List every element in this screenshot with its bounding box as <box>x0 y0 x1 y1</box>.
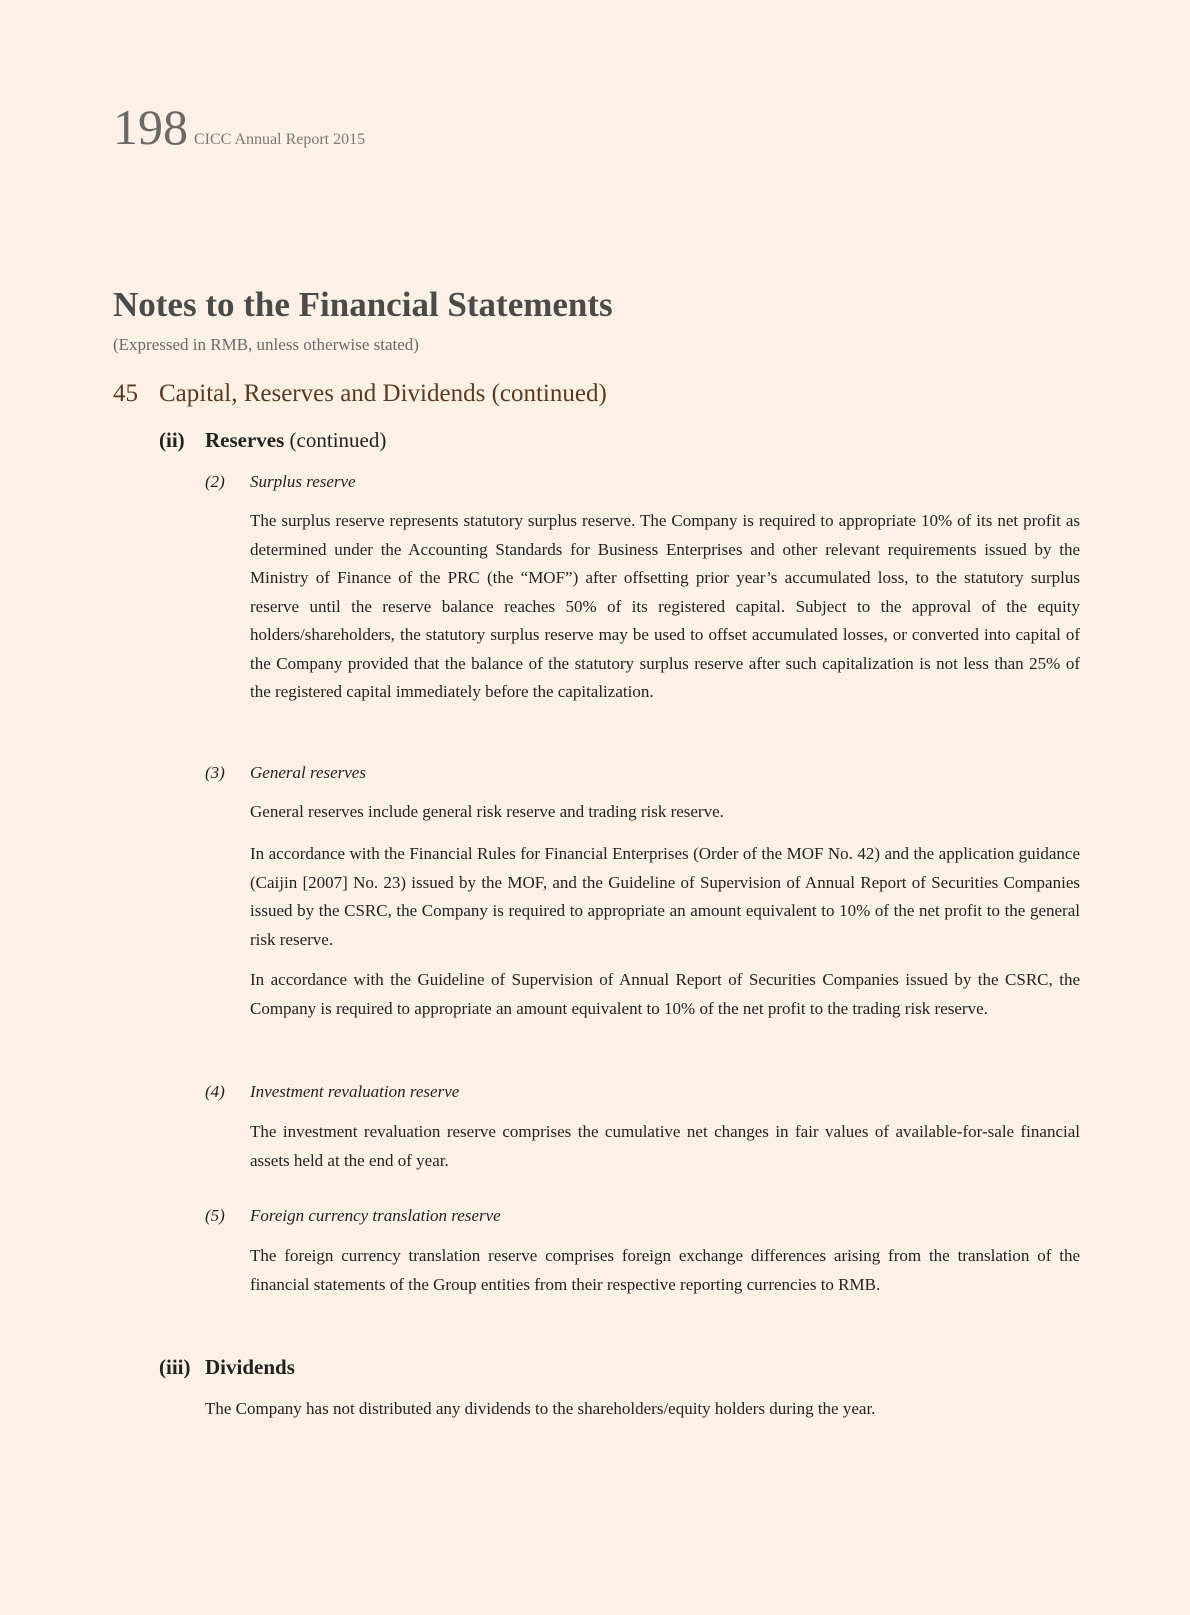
item-index: (3) <box>205 763 225 782</box>
item-heading-foreign-currency-translation-reserve <box>205 1206 501 1226</box>
item-heading-investment-revaluation-reserve <box>205 1082 459 1102</box>
note-title: Capital, Reserves and Dividends (continued) <box>159 380 607 407</box>
section-title: Reserves <box>205 428 285 452</box>
item-index: (5) <box>205 1206 225 1225</box>
paragraph-foreign-currency-translation-reserve: The foreign currency translation reserve comprises foreign exchange differences arising from the translation of the financial statements of the Group entities from their respective reporting currencies to RMB. <box>250 1246 1080 1294</box>
section-number: (ii) <box>159 428 185 452</box>
item-heading-general-reserves <box>205 763 366 783</box>
section-number: (iii) <box>159 1355 191 1379</box>
item-index: (2) <box>205 472 225 491</box>
item-heading-surplus-reserve <box>205 472 356 492</box>
page-number: 198 <box>113 99 188 155</box>
page-header <box>113 98 365 156</box>
item-title: Surplus reserve <box>250 472 356 491</box>
page-subtitle: (Expressed in RMB, unless otherwise stated) <box>113 335 419 354</box>
paragraph-general-reserves-3: In accordance with the Guideline of Supervision of Annual Report of Securities Companies issued by the CSRC, the Company is required to appropriate an amount equivalent to 10% of the net profit to the trading risk reserve. <box>250 970 1080 1018</box>
note-heading <box>113 380 607 408</box>
section-title-suffix: (continued) <box>284 428 387 452</box>
paragraph-investment-revaluation-reserve: The investment revaluation reserve comprises the cumulative net changes in fair values of available-for-sale financial assets held at the end of year. <box>250 1122 1080 1170</box>
item-index: (4) <box>205 1082 225 1101</box>
section-title: Dividends <box>205 1355 295 1379</box>
item-title: General reserves <box>250 763 366 782</box>
paragraph-dividends: The Company has not distributed any dividends to the shareholders/equity holders during the year. <box>205 1399 876 1418</box>
item-title: Investment revaluation reserve <box>250 1082 460 1101</box>
page-title: Notes to the Financial Statements <box>113 285 613 324</box>
report-title: CICC Annual Report 2015 <box>194 131 366 148</box>
note-number: 45 <box>113 380 138 407</box>
section-heading-dividends <box>159 1355 295 1380</box>
item-title: Foreign currency translation reserve <box>250 1206 501 1225</box>
section-heading-reserves <box>159 428 386 453</box>
paragraph-general-reserves-2: In accordance with the Financial Rules for Financial Enterprises (Order of the MOF No. 42) and the application guidance (Caijin [2007] No. 23) issued by the MOF, and the Guideline of Supervision of Annual Report of Securities Companies issued by the CSRC, the Company is required to appropriate an amount equivalent to 10% of the net profit to the general risk reserve. <box>250 844 1080 949</box>
paragraph-surplus-reserve: The surplus reserve represents statutory surplus reserve. The Company is required to appropriate 10% of its net profit as determined under the Accounting Standards for Business Enterprises and other relevant requirements issued by the Ministry of Finance of the PRC (the “MOF”) after offsetting prior year’s accumulated loss, to the statutory surplus reserve until the reserve balance reaches 50% of its registered capital. Subject to the approval of the equity holders/shareholders, the statutory surplus reserve may be used to offset accumulated losses, or converted into capital of the Company provided that the balance of the statutory surplus reserve after such capitalization is not less than 25% of the registered capital immediately before the capitalization. <box>250 511 1080 701</box>
paragraph-general-reserves-1: General reserves include general risk reserve and trading risk reserve. <box>250 802 724 821</box>
